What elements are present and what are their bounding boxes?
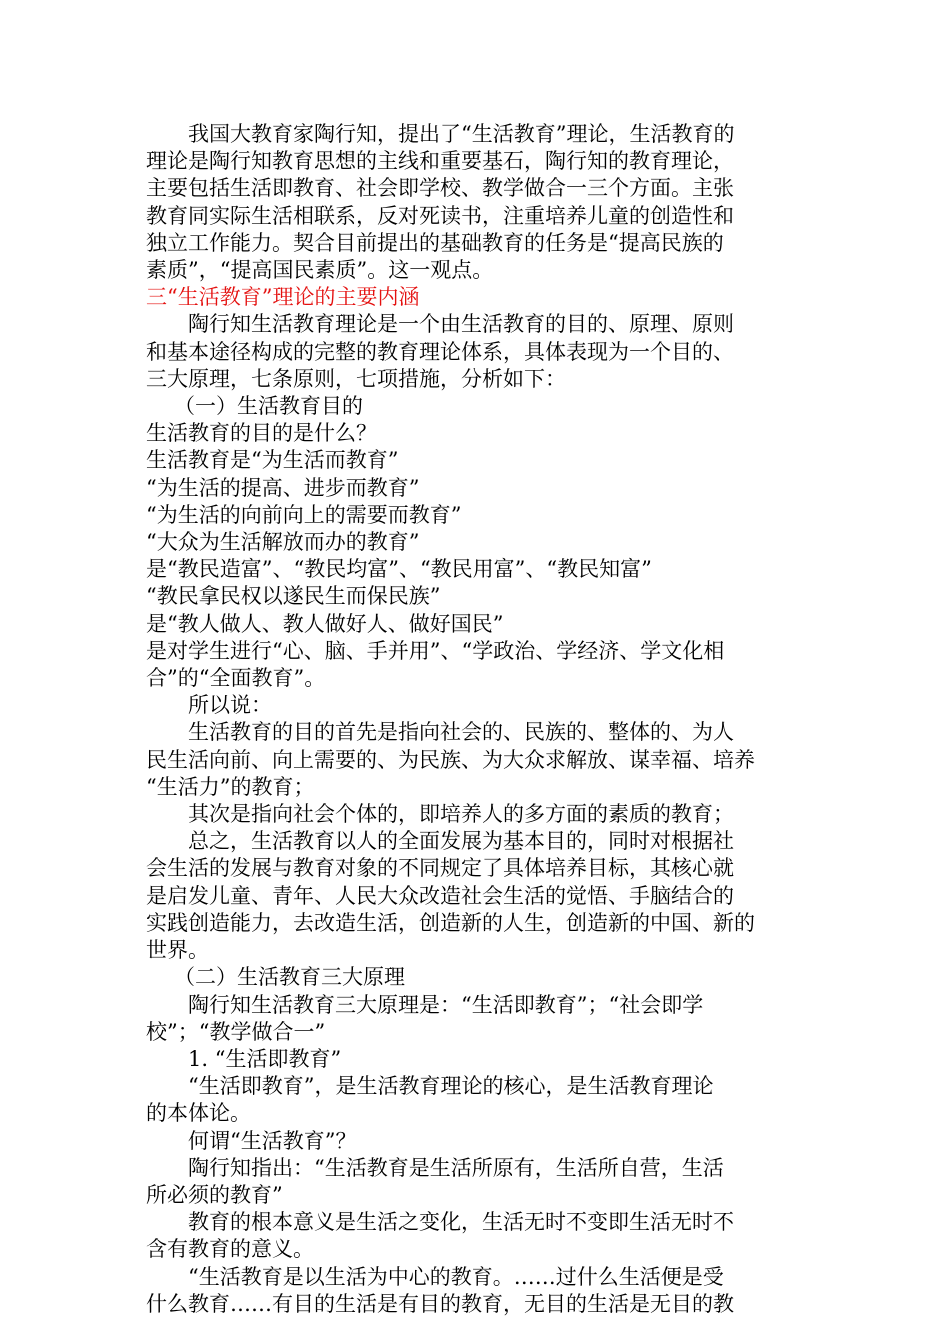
text-line: 独立工作能力。契合目前提出的基础教育的任务是“提高民族的 [146,230,724,255]
text-line: 和基本途径构成的完整的教育理论体系，具体表现为一个目的、 [146,339,734,364]
text-line: “为生活的向前向上的需要而教育” [146,502,462,527]
text-line: 是“教人做人、教人做好人、做好国民” [146,611,504,636]
text-line: 生活教育的目的首先是指向社会的、民族的、整体的、为人 [188,720,734,745]
text-line: 世界。 [146,938,209,963]
text-line: “生活教育是以生活为中心的教育。……过什么生活便是受 [188,1264,724,1289]
text-line: （二）生活教育三大原理 [174,965,405,990]
text-line: 教育同实际生活相联系，反对死读书，注重培养儿童的创造性和 [146,203,734,228]
text-line: 的本体论。 [146,1101,251,1126]
text-line: 陶行知指出：“生活教育是生活所原有，生活所自营，生活 [188,1155,724,1180]
section-heading: 三“生活教育”理论的主要内涵 [146,285,420,310]
text-line: “教民拿民权以遂民生而保民族” [146,584,441,609]
text-line: 实践创造能力，去改造生活，创造新的人生，创造新的中国、新的 [146,910,755,935]
text-line: 所以说： [188,693,272,718]
text-line: 何谓“生活教育”？ [188,1128,357,1153]
text-line: 三大原理，七条原则，七项措施，分析如下： [146,366,566,391]
text-line: （一）生活教育目的 [174,394,363,419]
text-line: “生活力”的教育； [146,774,315,799]
document-page [146,121,810,1318]
text-line: 含有教育的意义。 [146,1237,314,1262]
text-line: 民生活向前、向上需要的、为民族、为大众求解放、谋幸福、培养 [146,747,755,772]
text-line: 素质”，“提高国民素质”。这一观点。 [146,258,494,283]
text-line: 陶行知生活教育理论是一个由生活教育的目的、原理、原则 [188,312,734,337]
text-line: 我国大教育家陶行知，提出了“生活教育”理论，生活教育的 [188,122,735,146]
text-line: 合”的“全面教育”。 [146,666,326,691]
text-line: 理论是陶行知教育思想的主线和重要基石，陶行知的教育理论， [146,149,734,174]
text-line: “为生活的提高、进步而教育” [146,475,420,500]
text-line: 是启发儿童、青年、人民大众改造社会生活的觉悟、手脑结合的 [146,883,734,908]
text-line: 校”；“教学做合一” [146,1019,326,1044]
text-line: 会生活的发展与教育对象的不同规定了具体培养目标，其核心就 [146,856,734,881]
text-line: 是对学生进行“心、脑、手并用”、“学政治、学经济、学文化相 [146,638,725,663]
text-line: 其次是指向社会个体的，即培养人的多方面的素质的教育； [188,802,734,827]
text-line: 教育的根本意义是生活之变化，生活无时不变即生活无时不 [188,1210,734,1235]
text-line: 主要包括生活即教育、社会即学校、教学做合一三个方面。主张 [146,176,734,201]
text-line: 陶行知生活教育三大原理是：“生活即教育”；“社会即学 [188,992,704,1017]
text-line: 总之，生活教育以人的全面发展为基本目的，同时对根据社 [188,829,734,854]
text-line: 是“教民造富”、“教民均富”、“教民用富”、“教民知富” [146,557,652,582]
text-line: 生活教育的目的是什么？ [146,421,377,446]
text-line: 生活教育是“为生活而教育” [146,448,399,473]
text-line: “生活即教育”，是生活教育理论的核心，是生活教育理论 [188,1074,714,1099]
text-line: 所必须的教育” [146,1182,283,1207]
text-line: 什么教育……有目的生活是有目的教育，无目的生活是无目的教 [146,1291,734,1316]
text-line: “大众为生活解放而办的教育” [146,530,420,555]
text-line: 1. “生活即教育” [188,1046,342,1071]
